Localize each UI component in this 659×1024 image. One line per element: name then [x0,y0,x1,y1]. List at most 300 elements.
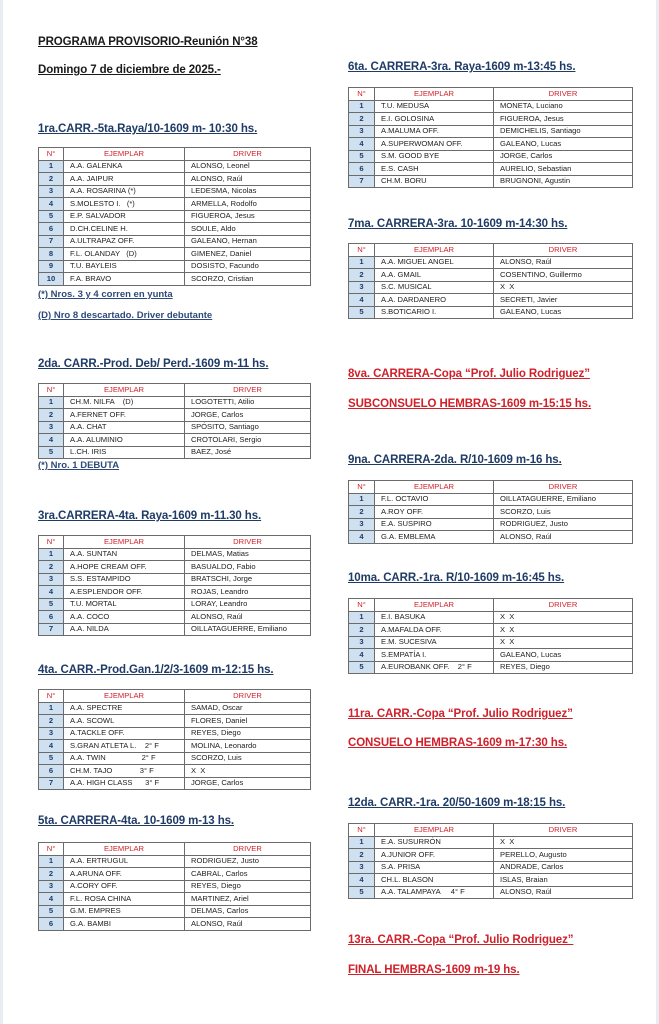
race-9-table [348,480,633,544]
entry-number: 5 [349,150,375,163]
table-row [39,893,311,906]
header-number: N° [349,481,375,494]
table-row [349,636,633,649]
entry-horse: G.A. EMBLEMA [375,531,494,544]
table-header-row [349,244,633,257]
entry-number: 6 [349,163,375,176]
entry-horse: A.ULTRAPAZ OFF. [64,235,185,248]
table-row [349,624,633,637]
table-row [39,918,311,931]
race-1-table [38,147,311,286]
entry-driver: LOGOTETTI, Atilio [185,396,311,409]
entry-number: 2 [39,173,64,186]
entry-driver: AURELIO, Sebastian [494,163,633,176]
table-header-row [349,599,633,612]
table-row [39,421,311,434]
entry-driver: BAEZ, José [185,446,311,459]
entry-driver: ALONSO, Raúl [494,531,633,544]
table-row [349,849,633,862]
table-row [39,586,311,599]
entry-number: 3 [39,421,64,434]
entry-number: 1 [349,256,375,269]
table-row [349,113,633,126]
entry-horse: E.I. GOLOSINA [375,113,494,126]
entry-number: 5 [349,886,375,899]
entry-number: 1 [349,100,375,113]
entry-horse: F.L. OLANDAY (D) [64,248,185,261]
entry-horse: S.EMPATÍA I. [375,649,494,662]
entry-driver: ALONSO, Raúl [185,611,311,624]
entry-horse: A.TACKLE OFF. [64,727,185,740]
table-row [349,874,633,887]
table-row [349,306,633,319]
entry-driver: JORGE, Carlos [494,150,633,163]
entry-number: 2 [349,624,375,637]
entry-horse: S.GRAN ATLETA L. 2° F [64,740,185,753]
header-driver: DRIVER [185,148,311,161]
entry-horse: E.P. SALVADOR [64,210,185,223]
entry-driver: GALEANO, Lucas [494,138,633,151]
table-row [39,623,311,636]
race-2-table [38,383,311,459]
entry-number: 5 [39,752,64,765]
race-10-table [348,598,633,674]
table-row [349,506,633,519]
header-horse: EJEMPLAR [375,88,494,101]
header-number: N° [349,824,375,837]
header-horse: EJEMPLAR [375,599,494,612]
table-row [39,880,311,893]
entry-horse: A.A. GMAIL [375,269,494,282]
entry-horse: A.A. DARDANERO [375,294,494,307]
table-header-row [39,148,311,161]
entry-number: 4 [39,893,64,906]
entry-horse: A.MALUMA OFF. [375,125,494,138]
entry-driver: ALONSO, Leonel [185,160,311,173]
entry-horse: E.I. BASUKA [375,611,494,624]
race-5-table [38,842,311,931]
entry-horse: A.A. TWIN 2° F [64,752,185,765]
table-row [39,198,311,211]
entry-driver: ARMELLA, Rodolfo [185,198,311,211]
table-row [39,727,311,740]
table-row [39,765,311,778]
entry-number: 3 [39,727,64,740]
header-number: N° [349,244,375,257]
entry-number: 1 [349,493,375,506]
entry-number: 5 [349,306,375,319]
entry-horse: E.M. SUCESIVA [375,636,494,649]
race-8-title: 8va. CARRERA-Copa “Prof. Julio Rodriguez” [348,368,590,380]
entry-driver: ANDRADE, Carlos [494,861,633,874]
entry-horse: A.A. COCO [64,611,185,624]
entry-number: 1 [39,855,64,868]
entry-horse: T.U. MORTAL [64,598,185,611]
header-number: N° [349,88,375,101]
race-1-note-1: (*) Nros. 3 y 4 corren en yunta [38,289,173,300]
table-row [39,777,311,790]
entry-number: 4 [39,198,64,211]
table-header-row [39,690,311,703]
table-row [349,518,633,531]
entry-driver: MOLINA, Leonardo [185,740,311,753]
race-8-subtitle: SUBCONSUELO HEMBRAS-1609 m-15:15 hs. [348,398,592,410]
entry-number: 4 [349,138,375,151]
entry-driver: X X [494,624,633,637]
entry-horse: A.JUNIOR OFF. [375,849,494,862]
race-9-title: 9na. CARRERA-2da. R/10-1609 m-16 hs. [348,454,562,466]
entry-number: 5 [39,905,64,918]
entry-number: 1 [39,548,64,561]
race-13-title: 13ra. CARR.-Copa “Prof. Julio Rodriguez” [348,934,574,946]
entry-number: 5 [39,446,64,459]
table-row [349,531,633,544]
table-row [349,886,633,899]
entry-number: 5 [39,598,64,611]
entry-horse: S.M. GOOD BYE [375,150,494,163]
entry-horse: A.EUROBANK OFF. 2° F [375,661,494,674]
entry-horse: A.FERNET OFF. [64,409,185,422]
entry-number: 2 [39,561,64,574]
table-row [39,855,311,868]
entry-number: 4 [349,649,375,662]
entry-number: 1 [39,396,64,409]
entry-driver: REYES, Diego [185,880,311,893]
entry-number: 10 [39,273,64,286]
header-number: N° [39,384,64,397]
entry-driver: SCORZO, Cristian [185,273,311,286]
entry-driver: FIGUEROA, Jesus [494,113,633,126]
entry-number: 3 [39,573,64,586]
entry-driver: RODRIGUEZ, Justo [494,518,633,531]
header-number: N° [39,690,64,703]
header-horse: EJEMPLAR [64,148,185,161]
entry-horse: A.A. ALUMINIO [64,434,185,447]
entry-horse: G.M. EMPRES [64,905,185,918]
entry-driver: X X [185,765,311,778]
entry-driver: COSENTINO, Guillermo [494,269,633,282]
entry-number: 2 [39,715,64,728]
entry-horse: A.A. JAIPUR [64,173,185,186]
table-row [39,740,311,753]
entry-number: 7 [39,623,64,636]
entry-driver: DOSISTO, Facundo [185,260,311,273]
entry-number: 2 [349,506,375,519]
table-row [349,861,633,874]
race-4-table [38,689,311,790]
race-13-subtitle: FINAL HEMBRAS-1609 m-19 hs. [348,964,520,976]
header-horse: EJEMPLAR [375,481,494,494]
table-row [39,611,311,624]
table-header-row [39,384,311,397]
entry-number: 6 [39,223,64,236]
entry-horse: A.SUPERWOMAN OFF. [375,138,494,151]
entry-number: 6 [39,765,64,778]
table-row [39,223,311,236]
header-number: N° [349,599,375,612]
entry-number: 4 [349,874,375,887]
header-horse: EJEMPLAR [64,690,185,703]
table-row [39,446,311,459]
entry-number: 1 [39,702,64,715]
entry-driver: GIMENEZ, Daniel [185,248,311,261]
header-driver: DRIVER [494,244,633,257]
entry-number: 2 [39,409,64,422]
entry-horse: CH.M. NILFA (D) [64,396,185,409]
race-2-note: (*) Nro. 1 DEBUTA [38,460,120,471]
table-row [349,493,633,506]
table-row [39,396,311,409]
entry-number: 6 [39,918,64,931]
entry-number: 5 [349,661,375,674]
race-6-table [348,87,633,188]
entry-driver: PERELLO, Augusto [494,849,633,862]
table-row [39,160,311,173]
table-header-row [349,824,633,837]
table-row [39,434,311,447]
race-12-table [348,823,633,899]
table-header-row [349,88,633,101]
entry-horse: A.A. SCOWL [64,715,185,728]
page-title: PROGRAMA PROVISORIO-Reunión N°38 [38,36,258,48]
entry-driver: BRUGNONI, Agustin [494,175,633,188]
entry-horse: A.CORY OFF. [64,880,185,893]
entry-horse: A.A. SUNTAN [64,548,185,561]
table-row [349,100,633,113]
entry-horse: A.A. ROSARINA (*) [64,185,185,198]
entry-number: 3 [39,880,64,893]
entry-number: 4 [39,586,64,599]
entry-driver: CABRAL, Carlos [185,868,311,881]
table-row [349,281,633,294]
race-5-title: 5ta. CARRERA-4ta. 10-1609 m-13 hs. [38,815,235,827]
entry-driver: FLORES, Daniel [185,715,311,728]
table-row [39,598,311,611]
entry-number: 4 [349,294,375,307]
table-row [39,561,311,574]
table-row [349,125,633,138]
entry-driver: FIGUEROA, Jesus [185,210,311,223]
entry-horse: CH.L. BLASON [375,874,494,887]
entry-driver: MONETA, Luciano [494,100,633,113]
race-7-table [348,243,633,319]
entry-horse: A.A. NILDA [64,623,185,636]
entry-number: 2 [39,868,64,881]
entry-driver: JORGE, Carlos [185,777,311,790]
entry-horse: A.HOPE CREAM OFF. [64,561,185,574]
entry-driver: BASUALDO, Fabio [185,561,311,574]
entry-horse: A.A. HIGH CLASS 3° F [64,777,185,790]
table-row [39,702,311,715]
entry-driver: REYES, Diego [185,727,311,740]
header-number: N° [39,148,64,161]
header-horse: EJEMPLAR [64,843,185,856]
entry-number: 1 [349,611,375,624]
header-driver: DRIVER [494,599,633,612]
entry-horse: F.L. ROSA CHINA [64,893,185,906]
entry-driver: SOULE, Aldo [185,223,311,236]
entry-number: 4 [349,531,375,544]
race-12-title: 12da. CARR.-1ra. 20/50-1609 m-18:15 hs. [348,797,566,809]
entry-driver: DELMAS, Matias [185,548,311,561]
race-7-title: 7ma. CARRERA-3ra. 10-1609 m-14:30 hs. [348,218,568,230]
entry-driver: ROJAS, Leandro [185,586,311,599]
entry-horse: L.CH. IRIS [64,446,185,459]
table-row [349,649,633,662]
entry-number: 3 [349,861,375,874]
race-10-title: 10ma. CARR.-1ra. R/10-1609 m-16:45 hs. [348,572,565,584]
table-row [39,715,311,728]
entry-driver: RODRIGUEZ, Justo [185,855,311,868]
entry-driver: ISLAS, Braian [494,874,633,887]
table-row [39,409,311,422]
table-row [349,138,633,151]
table-row [349,163,633,176]
entry-driver: ALONSO, Raúl [494,256,633,269]
table-row [39,248,311,261]
entry-driver: X X [494,636,633,649]
entry-horse: S.BOTICARIO I. [375,306,494,319]
race-4-title: 4ta. CARR.-Prod.Gan.1/2/3-1609 m-12:15 hs. [38,664,274,676]
entry-driver: BRATSCHI, Jorge [185,573,311,586]
entry-number: 3 [349,518,375,531]
entry-driver: GALEANO, Lucas [494,649,633,662]
entry-number: 2 [349,113,375,126]
table-row [39,173,311,186]
table-row [39,752,311,765]
entry-horse: T.U. MEDUSA [375,100,494,113]
race-6-title: 6ta. CARRERA-3ra. Raya-1609 m-13:45 hs. [348,61,576,73]
entry-number: 2 [349,269,375,282]
entry-driver: X X [494,611,633,624]
entry-horse: S.S. ESTAMPIDO [64,573,185,586]
race-3-table [38,535,311,636]
table-row [39,185,311,198]
race-11-subtitle: CONSUELO HEMBRAS-1609 m-17:30 hs. [348,737,568,749]
entry-horse: A.MAFALDA OFF. [375,624,494,637]
entry-horse: G.A. BAMBI [64,918,185,931]
entry-driver: LEDESMA, Nicolas [185,185,311,198]
entry-driver: GALEANO, Lucas [494,306,633,319]
table-row [349,256,633,269]
entry-driver: JORGE, Carlos [185,409,311,422]
entry-horse: S.C. MUSICAL [375,281,494,294]
header-driver: DRIVER [494,481,633,494]
entry-driver: SCORZO, Luis [494,506,633,519]
header-horse: EJEMPLAR [375,244,494,257]
table-row [349,836,633,849]
table-row [39,548,311,561]
entry-driver: GALEANO, Hernan [185,235,311,248]
header-horse: EJEMPLAR [64,536,185,549]
entry-number: 3 [349,125,375,138]
entry-horse: A.A. GALENKA [64,160,185,173]
entry-horse: S.MOLESTO I. (*) [64,198,185,211]
entry-number: 2 [349,849,375,862]
entry-number: 3 [349,281,375,294]
entry-driver: OILLATAGUERRE, Emiliano [185,623,311,636]
entry-horse: E.A. SUSURRÓN [375,836,494,849]
entry-driver: SCORZO, Luis [185,752,311,765]
entry-driver: SPÓSITO, Santiago [185,421,311,434]
entry-driver: CROTOLARI, Sergio [185,434,311,447]
table-row [39,573,311,586]
entry-driver: SAMAD, Oscar [185,702,311,715]
race-1-note-2: (D) Nro 8 descartado. Driver debutante [38,310,213,321]
table-row [349,294,633,307]
entry-number: 1 [39,160,64,173]
header-driver: DRIVER [185,384,311,397]
entry-horse: A.ARUNA OFF. [64,868,185,881]
table-row [39,235,311,248]
entry-horse: A.A. MIGUEL ANGEL [375,256,494,269]
entry-number: 9 [39,260,64,273]
race-3-title: 3ra.CARRERA-4ta. Raya-1609 m-11.30 hs. [38,510,262,522]
table-row [349,175,633,188]
entry-horse: F.A. BRAVO [64,273,185,286]
entry-number: 1 [349,836,375,849]
table-row [39,260,311,273]
header-number: N° [39,843,64,856]
header-horse: EJEMPLAR [64,384,185,397]
entry-driver: MARTINEZ, Ariel [185,893,311,906]
table-row [349,611,633,624]
entry-number: 7 [39,777,64,790]
entry-number: 5 [39,210,64,223]
entry-driver: OILLATAGUERRE, Emiliano [494,493,633,506]
entry-driver: ALONSO, Raúl [494,886,633,899]
entry-horse: T.U. BAYLEIS [64,260,185,273]
entry-horse: A.ROY OFF. [375,506,494,519]
entry-driver: DELMAS, Carlos [185,905,311,918]
header-number: N° [39,536,64,549]
table-row [349,269,633,282]
entry-number: 7 [349,175,375,188]
entry-number: 4 [39,740,64,753]
header-horse: EJEMPLAR [375,824,494,837]
header-driver: DRIVER [185,690,311,703]
entry-driver: ALONSO, Raúl [185,918,311,931]
entry-driver: REYES, Diego [494,661,633,674]
table-row [39,905,311,918]
entry-horse: A.A. SPECTRE [64,702,185,715]
entry-driver: SECRETI, Javier [494,294,633,307]
entry-horse: E.A. SUSPIRO [375,518,494,531]
entry-horse: A.A. CHAT [64,421,185,434]
entry-horse: CH.M. TAJO 3° F [64,765,185,778]
entry-driver: LORAY, Leandro [185,598,311,611]
entry-horse: E.S. CASH [375,163,494,176]
entry-horse: A.A. TALAMPAYA 4° F [375,886,494,899]
entry-driver: DEMICHELIS, Santiago [494,125,633,138]
table-header-row [39,536,311,549]
entry-number: 8 [39,248,64,261]
page-edge-left [0,0,3,1024]
table-header-row [349,481,633,494]
entry-horse: A.A. ERTRUGUL [64,855,185,868]
entry-number: 7 [39,235,64,248]
race-1-title: 1ra.CARR.-5ta.Raya/10-1609 m- 10:30 hs. [38,123,258,135]
race-11-title: 11ra. CARR.-Copa “Prof. Julio Rodriguez” [348,708,573,720]
entry-horse: A.ESPLENDOR OFF. [64,586,185,599]
entry-number: 6 [39,611,64,624]
table-row [349,661,633,674]
entry-horse: F.L. OCTAVIO [375,493,494,506]
entry-number: 3 [349,636,375,649]
table-row [349,150,633,163]
table-row [39,210,311,223]
table-row [39,868,311,881]
